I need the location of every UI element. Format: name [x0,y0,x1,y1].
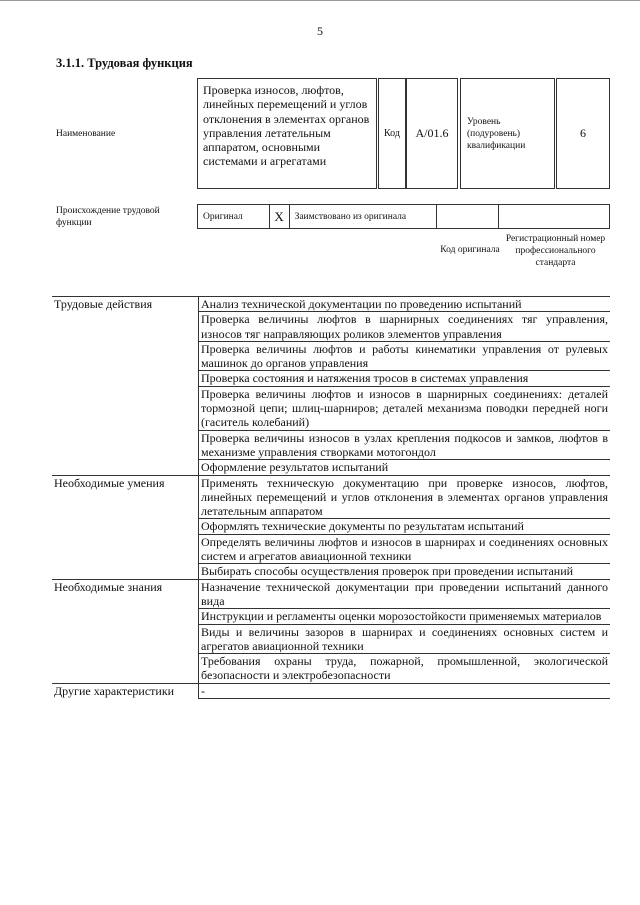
section-title: 3.1.1. Трудовая функция [56,56,193,70]
item-text: Анализ технической документации по проведению испытаний [199,297,611,312]
item-text: Виды и величины зазоров в шарнирах и соединениях основных систем и агрегатов авиационной техники [199,624,611,654]
item-text: Инструкции и регламенты оценки морозостойкости применяемых материалов [199,609,611,624]
item-text: Проверка величины износов в узлах крепления подкосов и замков, люфтов в механизме управления створками мотогондол [199,430,611,460]
level-value: 6 [556,78,610,189]
function-name: Проверка износов, люфтов, линейных перемещений и углов отклонения в элементах органов управления летательным аппаратом, основными системами и агрегатами [197,78,377,189]
item-text: Проверка величины люфтов в шарнирных соединениях тяг управления, износов тяг направляющих роликов элементов управления [199,312,611,342]
page-number: 5 [317,24,323,38]
name-label: Наименование [56,129,116,139]
item-text: Требования охраны труда, пожарной, промышленной, экологической безопасности и электробезопасности [199,654,611,684]
item-text: Определять величины люфтов и износов в шарнирах и соединениях основных систем и агрегатов авиационной техники [199,534,611,564]
table-row [52,297,610,312]
origin-borrowed: Заимствовано из оригинала [290,205,437,228]
function-table [52,296,610,699]
origin-row [197,204,610,229]
reg-number-caption: Регистрационный номер профессионального стандарта [505,234,606,268]
item-text: Выбирать способы осуществления проверок при проведении испытаний [199,564,611,579]
table-row [52,683,610,698]
item-text: Проверка состояния и натяжения тросов в системах управления [199,371,611,386]
category-label: Трудовые действия [52,297,199,476]
item-text: - [199,683,611,698]
category-label: Необходимые знания [52,579,199,683]
item-text: Проверка величины люфтов и износов в шарнирных соединениях: деталей тормозной цепи; шлиц-шарниров; деталей механизма поводки передней ноги (гаситель колебаний) [199,386,611,430]
code-label: Код [378,78,406,189]
top-rule [0,0,640,1]
level-label: Уровень (подуровень) квалификации [460,78,555,189]
code-value: А/01.6 [406,78,458,189]
item-text: Назначение технической документации при проведении испытаний данного вида [199,579,611,609]
category-label: Другие характеристики [52,683,199,698]
origin-reg-cell [499,205,609,228]
origin-original: Оригинал [198,205,270,228]
category-label: Необходимые умения [52,475,199,579]
table-row [52,475,610,519]
item-text: Проверка величины люфтов и работы кинематики управления от рулевых машинок до органов управления [199,341,611,371]
table-row [52,579,610,609]
original-code-caption: Код оригинала [440,245,500,255]
item-text: Оформлять технические документы по результатам испытаний [199,519,611,534]
origin-mark: X [270,205,290,228]
origin-code-cell [437,205,499,228]
origin-label: Происхождение трудовой функции [56,206,160,228]
item-text: Оформление результатов испытаний [199,460,611,475]
item-text: Применять техническую документацию при проверке износов, люфтов, линейных перемещений и углов отклонения в элементах органов управления летательным аппаратом [199,475,611,519]
